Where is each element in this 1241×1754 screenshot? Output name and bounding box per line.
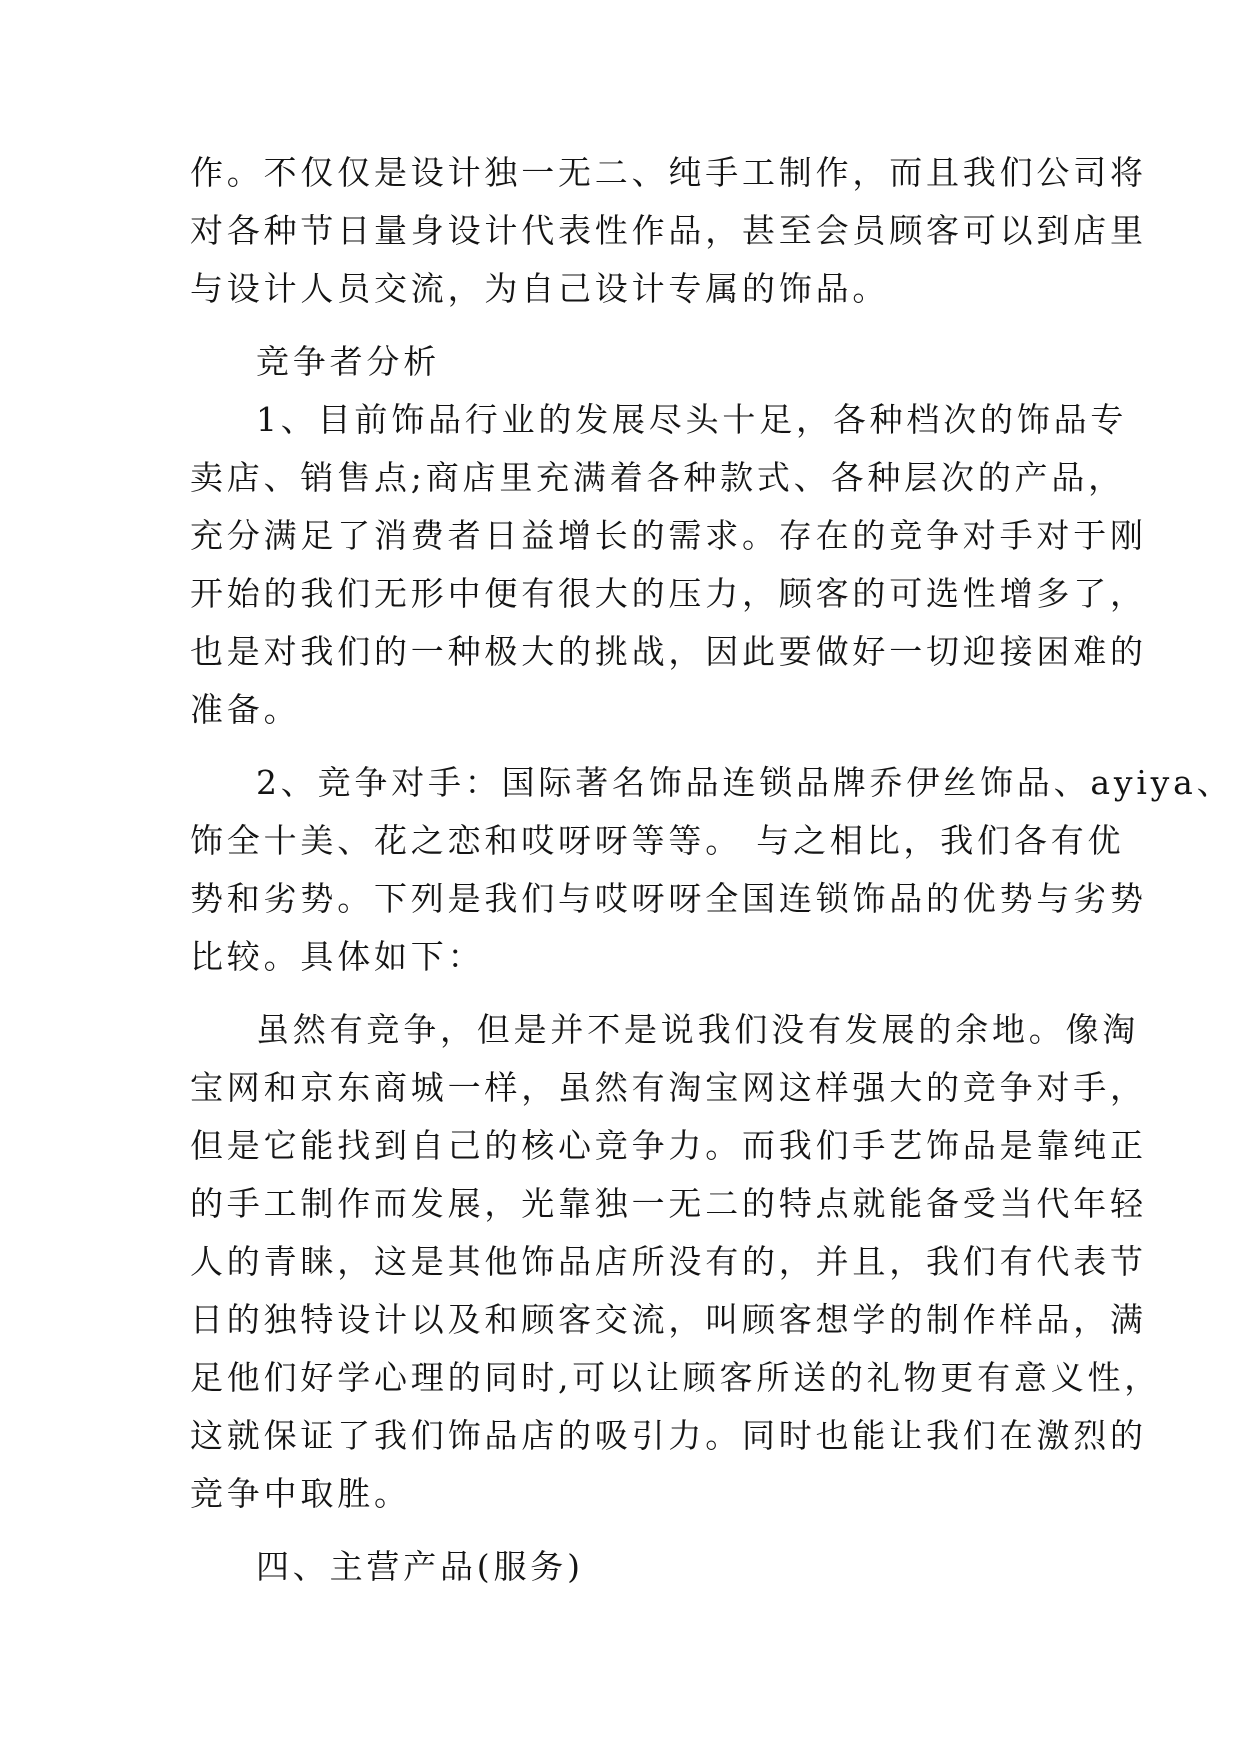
text-line: 开始的我们无形中便有很大的压力，顾客的可选性增多了， xyxy=(190,574,1147,613)
text-line: 2、竞争对手：国际著名饰品连锁品牌乔伊丝饰品、ayiya、 xyxy=(256,763,1234,802)
text-line: 足他们好学心理的同时,可以让顾客所送的礼物更有意义性， xyxy=(190,1358,1162,1397)
text-line: 人的青睐，这是其他饰品店所没有的，并且，我们有代表节 xyxy=(190,1242,1147,1281)
text-line: 饰全十美、花之恋和哎呀呀等等。 与之相比，我们各有优 xyxy=(190,821,1125,860)
section-heading: 四、主营产品(服务) xyxy=(256,1547,584,1586)
text-line: 对各种节日量身设计代表性作品，甚至会员顾客可以到店里 xyxy=(190,211,1147,250)
text-line: 日的独特设计以及和顾客交流，叫顾客想学的制作样品，满 xyxy=(190,1300,1147,1339)
text-line: 这就保证了我们饰品店的吸引力。同时也能让我们在激烈的 xyxy=(190,1416,1147,1455)
text-line: 与设计人员交流，为自己设计专属的饰品。 xyxy=(190,269,890,308)
text-line: 宝网和京东商城一样，虽然有淘宝网这样强大的竞争对手， xyxy=(190,1068,1147,1107)
text-line: 虽然有竞争，但是并不是说我们没有发展的余地。像淘 xyxy=(256,1010,1140,1049)
text-line: 1、目前饰品行业的发展尽头十足，各种档次的饰品专 xyxy=(256,400,1128,439)
text-line: 作。不仅仅是设计独一无二、纯手工制作，而且我们公司将 xyxy=(190,153,1147,192)
text-line: 的手工制作而发展，光靠独一无二的特点就能备受当代年轻 xyxy=(190,1184,1147,1223)
text-line: 比较。具体如下： xyxy=(190,937,485,976)
text-line: 竞争中取胜。 xyxy=(190,1474,411,1513)
text-line: 准备。 xyxy=(190,690,301,729)
text-line: 充分满足了消费者日益增长的需求。存在的竞争对手对于刚 xyxy=(190,516,1147,555)
text-line: 势和劣势。下列是我们与哎呀呀全国连锁饰品的优势与劣势 xyxy=(190,879,1147,918)
text-line: 卖店、销售点;商店里充满着各种款式、各种层次的产品， xyxy=(190,458,1125,497)
text-line: 也是对我们的一种极大的挑战，因此要做好一切迎接困难的 xyxy=(190,632,1147,671)
text-line: 但是它能找到自己的核心竞争力。而我们手艺饰品是靠纯正 xyxy=(190,1126,1147,1165)
section-heading: 竞争者分析 xyxy=(256,342,440,381)
